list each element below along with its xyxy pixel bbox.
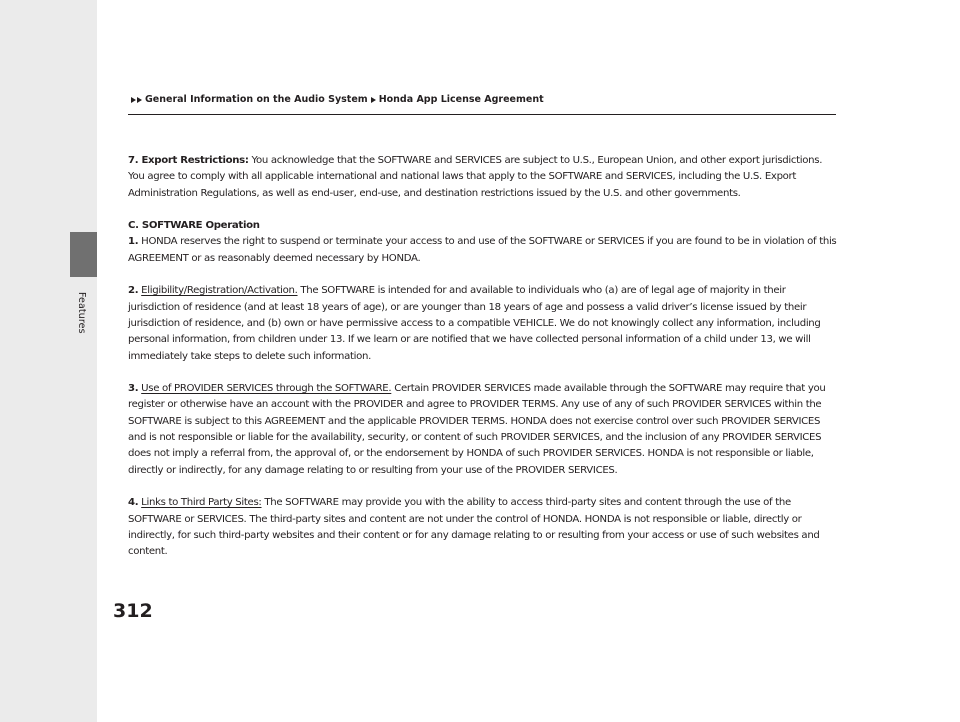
- breadcrumb-item-license-agreement[interactable]: Honda App License Agreement: [378, 94, 544, 105]
- header-divider: [128, 114, 836, 115]
- side-tab: [0, 0, 97, 722]
- double-arrow-icon: [131, 97, 143, 103]
- section-c-paragraph: C. SOFTWARE Operation 1. HONDA reserves the right to suspend or terminate your access to and use of the SOFTWARE or SERVICES if you are found to be in violation of this AGREEMENT or as reasonably deemed necessary by HONDA.: [128, 220, 837, 264]
- eligibility-paragraph: 2. Eligibility/Registration/Activation. The SOFTWARE is intended for and available to individuals who (a) are of legal age of majority in their jurisdiction of residence (and at least 18 years of age), or are younger than 18 years of age and possess a valid driver’s license issued by their jurisdiction of residence, and (b) own or have permissive access to a compatible VEHICLE. We do not knowingly collect any information, including personal information, from children under 13. If we learn or are notified that we have collected personal information of a child under 13, we will immediately take steps to delete such information.: [128, 285, 821, 362]
- third-party-sites-heading: Links to Third Party Sites:: [141, 497, 262, 509]
- provider-services-heading: Use of PROVIDER SERVICES through the SOFTWARE.: [141, 383, 392, 395]
- export-restrictions-label: 7. Export Restrictions:: [128, 155, 249, 166]
- breadcrumb: [128, 94, 544, 105]
- arrow-icon: [371, 97, 377, 103]
- page-number: 312: [113, 600, 153, 622]
- breadcrumb-item-audio-system[interactable]: General Information on the Audio System: [145, 94, 368, 105]
- section-label: Features: [76, 292, 87, 334]
- license-text: [128, 153, 840, 577]
- provider-services-paragraph: 3. Use of PROVIDER SERVICES through the SOFTWARE. Certain PROVIDER SERVICES made available through the SOFTWARE may require that you register or otherwise have an account with the PROVIDER and agree to PROVIDER TERMS. Any use of any of such PROVIDER SERVICES within the SOFTWARE is subject to this AGREEMENT and the applicable PROVIDER TERMS. HONDA does not exercise control over such PROVIDER SERVICES and is not responsible or liable for the availability, security, or content of such PROVIDER SERVICES, and the inclusion of any PROVIDER SERVICES does not imply a referral from, the approval of, or the endorsement by HONDA of such PROVIDER SERVICES. HONDA is not responsible or liable, directly or indirectly, for any damage relating to or resulting from your use of the PROVIDER SERVICES.: [128, 383, 826, 476]
- section-marker: [70, 232, 97, 277]
- third-party-sites-paragraph: 4. Links to Third Party Sites: The SOFTWARE may provide you with the ability to access third-party sites and content through the use of the SOFTWARE or SERVICES. The third-party sites and content are not under the control of HONDA. HONDA is not responsible or liable, directly or indirectly, for such third-party websites and their content or for any damage relating to or resulting from your access or use of such websites and content.: [128, 497, 820, 558]
- export-restrictions-paragraph: 7. Export Restrictions: You acknowledge that the SOFTWARE and SERVICES are subject to U.S., European Union, and other export jurisdictions. You agree to comply with all applicable international and national laws that apply to the SOFTWARE and SERVICES, including the U.S. Export Administration Regulations, as well as end-user, end-use, and destination restrictions issued by the U.S. and other governments.: [128, 155, 823, 199]
- eligibility-heading: Eligibility/Registration/Activation.: [141, 285, 298, 297]
- section-c-heading: C. SOFTWARE Operation: [128, 220, 260, 232]
